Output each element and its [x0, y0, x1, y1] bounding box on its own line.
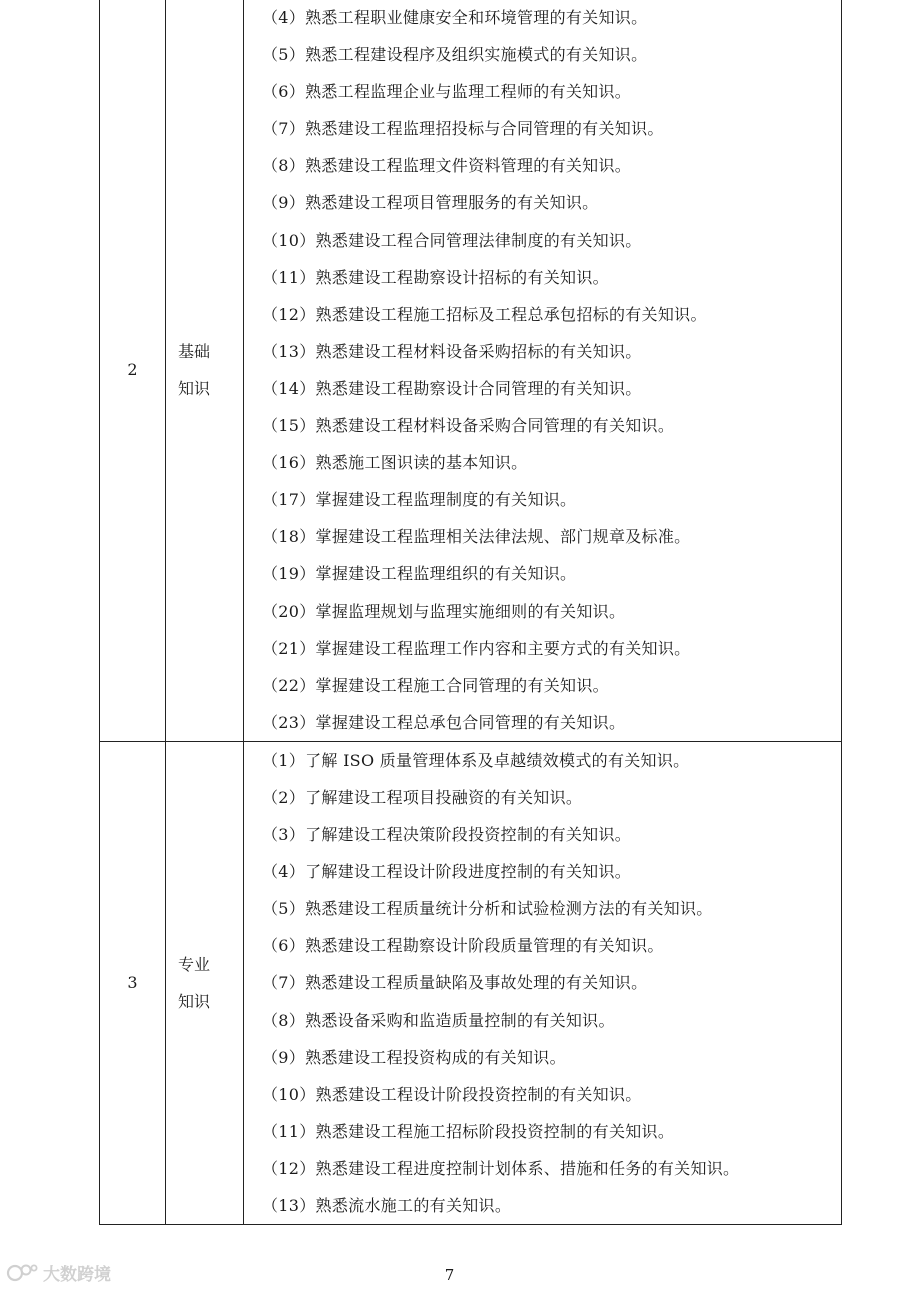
list-item: （1）了解 ISO 质量管理体系及卓越绩效模式的有关知识。 — [262, 750, 690, 770]
list-item: （12）熟悉建设工程进度控制计划体系、措施和任务的有关知识。 — [262, 1158, 740, 1178]
list-item: （20）掌握监理规划与监理实施细则的有关知识。 — [262, 601, 626, 621]
list-item: （6）熟悉工程监理企业与监理工程师的有关知识。 — [262, 82, 632, 102]
items-cell — [244, 741, 842, 1224]
category-label-line1: 基础 — [178, 341, 211, 361]
list-item: （18）掌握建设工程监理相关法律法规、部门规章及标准。 — [262, 527, 691, 547]
category-label-line1: 专业 — [178, 954, 211, 974]
list-item: （5）熟悉建设工程质量统计分析和试验检测方法的有关知识。 — [262, 899, 713, 919]
category-cell — [166, 741, 244, 1224]
list-item: （4）熟悉工程职业健康安全和环境管理的有关知识。 — [262, 8, 648, 27]
list-item: （21）掌握建设工程监理工作内容和主要方式的有关知识。 — [262, 638, 691, 658]
list-item: （15）熟悉建设工程材料设备采购合同管理的有关知识。 — [262, 416, 675, 436]
list-item: （13）熟悉流水施工的有关知识。 — [262, 1196, 512, 1215]
category-label-line2: 知识 — [178, 991, 211, 1011]
list-item: （6）熟悉建设工程勘察设计阶段质量管理的有关知识。 — [262, 936, 664, 956]
list-item: （23）掌握建设工程总承包合同管理的有关知识。 — [262, 712, 626, 732]
list-item: （13）熟悉建设工程材料设备采购招标的有关知识。 — [262, 341, 642, 361]
list-item: （8）熟悉设备采购和监造质量控制的有关知识。 — [262, 1010, 615, 1030]
list-item: （5）熟悉工程建设程序及组织实施模式的有关知识。 — [262, 45, 648, 65]
list-item: （7）熟悉建设工程监理招投标与合同管理的有关知识。 — [262, 119, 664, 139]
row-number-cell: 3 — [100, 741, 166, 1224]
category-cell — [166, 0, 244, 741]
list-item: （16）熟悉施工图识读的基本知识。 — [262, 453, 528, 473]
list-item: （7）熟悉建设工程质量缺陷及事故处理的有关知识。 — [262, 973, 648, 993]
watermark-text: 大数跨境 — [43, 1265, 111, 1285]
list-item: （12）熟悉建设工程施工招标及工程总承包招标的有关知识。 — [262, 304, 707, 324]
list-item: （8）熟悉建设工程监理文件资料管理的有关知识。 — [262, 156, 632, 176]
list-item: （10）熟悉建设工程合同管理法律制度的有关知识。 — [262, 230, 642, 250]
list-item: （11）熟悉建设工程勘察设计招标的有关知识。 — [262, 267, 609, 287]
list-item: （4）了解建设工程设计阶段进度控制的有关知识。 — [262, 862, 632, 882]
table-row — [100, 0, 842, 741]
list-item: （14）熟悉建设工程勘察设计合同管理的有关知识。 — [262, 378, 642, 398]
list-item: （9）熟悉建设工程项目管理服务的有关知识。 — [262, 193, 599, 213]
list-item: （17）掌握建设工程监理制度的有关知识。 — [262, 490, 577, 510]
list-item: （3）了解建设工程决策阶段投资控制的有关知识。 — [262, 825, 632, 845]
list-item: （10）熟悉建设工程设计阶段投资控制的有关知识。 — [262, 1084, 642, 1104]
items-cell — [244, 0, 842, 741]
list-item: （22）掌握建设工程施工合同管理的有关知识。 — [262, 675, 609, 695]
list-item: （11）熟悉建设工程施工招标阶段投资控制的有关知识。 — [262, 1121, 675, 1141]
table-row — [100, 741, 842, 1224]
row-number-cell: 2 — [100, 0, 166, 741]
page-number: 7 — [444, 1266, 455, 1284]
list-item: （9）熟悉建设工程投资构成的有关知识。 — [262, 1047, 566, 1067]
list-item: （2）了解建设工程项目投融资的有关知识。 — [262, 787, 583, 807]
category-label-line2: 知识 — [178, 378, 211, 398]
syllabus-table — [99, 0, 842, 1225]
list-item: （19）掌握建设工程监理组织的有关知识。 — [262, 564, 577, 584]
